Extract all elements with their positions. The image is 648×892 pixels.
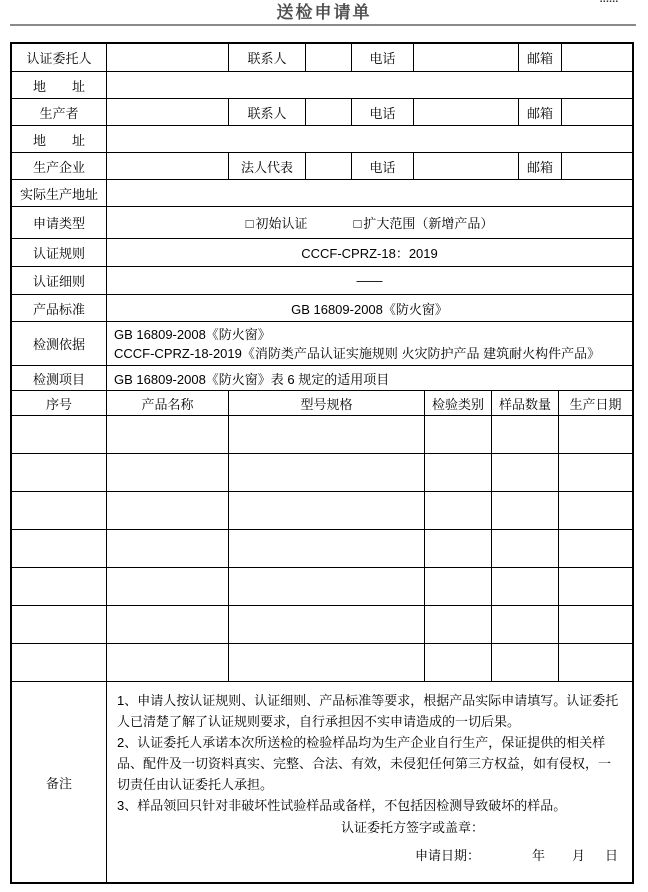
day-label: 日 — [605, 848, 619, 863]
remarks-label: 备注 — [12, 682, 107, 882]
row-product-standard — [12, 295, 632, 322]
row-cert-rule — [12, 239, 632, 267]
applicant-phone-field[interactable] — [414, 44, 519, 72]
product-empty-row — [12, 606, 632, 644]
serial-no-field[interactable] — [12, 530, 107, 568]
applicant-address-field[interactable] — [107, 72, 632, 99]
clipped-stamp-fragment: ▪▪▪▪▪▪ — [600, 0, 619, 4]
option-expand-scope — [354, 213, 494, 232]
producer-label: 生产者 — [12, 99, 107, 126]
serial-no-field[interactable] — [12, 606, 107, 644]
row-factory — [12, 153, 632, 180]
document-header — [0, 0, 648, 26]
product-name-field[interactable] — [107, 530, 229, 568]
producer-name-field[interactable] — [107, 99, 229, 126]
row-applicant-address — [12, 72, 632, 99]
header-model-spec: 型号规格 — [229, 391, 425, 416]
product-name-field[interactable] — [107, 454, 229, 492]
producer-contact-label: 联系人 — [229, 99, 306, 126]
checkbox-expand-scope[interactable]: □ — [353, 216, 362, 231]
producer-email-label: 邮箱 — [519, 99, 562, 126]
page-title: 送检申请单 — [276, 3, 372, 22]
row-test-basis — [12, 322, 632, 366]
test-category-field[interactable] — [425, 644, 492, 682]
model-spec-field[interactable] — [229, 530, 425, 568]
sample-qty-field[interactable] — [492, 454, 559, 492]
test-basis-value — [107, 322, 632, 366]
product-empty-row — [12, 454, 632, 492]
application-date-label: 申请日期： — [415, 848, 481, 863]
applicant-email-field[interactable] — [562, 44, 632, 72]
production-date-field[interactable] — [559, 644, 632, 682]
product-header-row — [12, 391, 632, 416]
year-label: 年 — [532, 848, 546, 863]
remarks-line-2: 2、认证委托人承诺本次所送检的检验样品均为生产企业自行生产，保证提供的相关样品、配件及一切资料真实、完整、合法、有效，未侵犯任何第三方权益，如有侵权，一切责任由认证委托人承担。 — [117, 735, 612, 792]
product-name-field[interactable] — [107, 492, 229, 530]
producer-phone-label: 电话 — [352, 99, 414, 126]
application-form-table — [10, 42, 634, 884]
product-name-field[interactable] — [107, 644, 229, 682]
product-name-field[interactable] — [107, 568, 229, 606]
sample-qty-field[interactable] — [492, 568, 559, 606]
signature-label: 认证委托方签字或盖章： — [341, 820, 485, 835]
product-name-field[interactable] — [107, 606, 229, 644]
application-type-options — [107, 207, 632, 239]
remarks-line-1: 1、申请人按认证规则、认证细则、产品标准等要求，根据产品实际申请填写。认证委托人已清楚了解了认证规则要求，自行承担因不实申请造成的一切后果。 — [117, 693, 619, 729]
production-date-field[interactable] — [559, 568, 632, 606]
cert-rule-label: 认证规则 — [12, 239, 107, 267]
serial-no-field[interactable] — [12, 644, 107, 682]
model-spec-field[interactable] — [229, 606, 425, 644]
row-factory-address — [12, 180, 632, 207]
cert-detail-label: 认证细则 — [12, 267, 107, 295]
row-cert-detail — [12, 267, 632, 295]
application-date-line — [415, 845, 618, 866]
model-spec-field[interactable] — [229, 416, 425, 454]
test-basis-line-2: CCCF-CPRZ-18-2019《消防类产品认证实施规则 火灾防护产品 建筑耐火构件产品》 — [114, 345, 601, 361]
test-category-field[interactable] — [425, 530, 492, 568]
cert-rule-value: CCCF-CPRZ-18：2019 — [107, 239, 632, 267]
row-application-type — [12, 207, 632, 239]
test-category-field[interactable] — [425, 606, 492, 644]
factory-label: 生产企业 — [12, 153, 107, 180]
factory-phone-field[interactable] — [414, 153, 519, 180]
applicant-label: 认证委托人 — [12, 44, 107, 72]
applicant-address-label: 地 址 — [12, 72, 107, 99]
producer-email-field[interactable] — [562, 99, 632, 126]
test-category-field[interactable] — [425, 492, 492, 530]
applicant-email-label: 邮箱 — [519, 44, 562, 72]
remarks-row — [12, 682, 632, 882]
factory-email-label: 邮箱 — [519, 153, 562, 180]
test-category-field[interactable] — [425, 568, 492, 606]
header-sample-qty: 样品数量 — [492, 391, 559, 416]
sample-qty-field[interactable] — [492, 530, 559, 568]
model-spec-field[interactable] — [229, 454, 425, 492]
title-divider — [10, 24, 636, 26]
model-spec-field[interactable] — [229, 568, 425, 606]
remarks-content — [107, 682, 632, 882]
product-standard-label: 产品标准 — [12, 295, 107, 322]
application-type-label: 申请类型 — [12, 207, 107, 239]
serial-no-field[interactable] — [12, 454, 107, 492]
option-initial-certification-label: 初始认证 — [255, 216, 308, 231]
serial-no-field[interactable] — [12, 416, 107, 454]
header-product-name: 产品名称 — [107, 391, 229, 416]
test-basis-line-1: GB 16809-2008《防火窗》 — [114, 326, 271, 342]
row-producer-address — [12, 126, 632, 153]
model-spec-field[interactable] — [229, 492, 425, 530]
sample-qty-field[interactable] — [492, 416, 559, 454]
header-serial-no: 序号 — [12, 391, 107, 416]
test-category-field[interactable] — [425, 416, 492, 454]
production-date-field[interactable] — [559, 530, 632, 568]
producer-address-field[interactable] — [107, 126, 632, 153]
applicant-contact-field[interactable] — [306, 44, 352, 72]
header-production-date: 生产日期 — [559, 391, 632, 416]
production-date-field[interactable] — [559, 454, 632, 492]
factory-address-field[interactable] — [107, 180, 632, 207]
applicant-name-field[interactable] — [107, 44, 229, 72]
product-name-field[interactable] — [107, 416, 229, 454]
row-applicant — [12, 44, 632, 72]
serial-no-field[interactable] — [12, 568, 107, 606]
factory-phone-label: 电话 — [352, 153, 414, 180]
producer-address-label: 地 址 — [12, 126, 107, 153]
product-empty-row — [12, 492, 632, 530]
factory-legal-rep-label: 法人代表 — [229, 153, 306, 180]
option-initial-certification — [246, 213, 308, 232]
remarks-line-3: 3、样品领回只针对非破坏性试验样品或备样，不包括因检测导致破坏的样品。 — [117, 798, 567, 813]
sample-qty-field[interactable] — [492, 644, 559, 682]
applicant-contact-label: 联系人 — [229, 44, 306, 72]
producer-phone-field[interactable] — [414, 99, 519, 126]
production-date-field[interactable] — [559, 416, 632, 454]
checkbox-initial-certification[interactable]: □ — [245, 216, 254, 231]
product-empty-row — [12, 644, 632, 682]
serial-no-field[interactable] — [12, 492, 107, 530]
row-test-items — [12, 366, 632, 391]
row-producer — [12, 99, 632, 126]
header-test-category: 检验类别 — [425, 391, 492, 416]
test-category-field[interactable] — [425, 454, 492, 492]
production-date-field[interactable] — [559, 492, 632, 530]
product-empty-row — [12, 416, 632, 454]
test-basis-label: 检测依据 — [12, 322, 107, 366]
test-items-label: 检测项目 — [12, 366, 107, 391]
product-standard-value: GB 16809-2008《防火窗》 — [107, 295, 632, 322]
model-spec-field[interactable] — [229, 644, 425, 682]
option-expand-scope-label: 扩大范围（新增产品） — [363, 216, 494, 231]
cert-detail-value: —— — [107, 267, 632, 295]
test-items-value: GB 16809-2008《防火窗》表 6 规定的适用项目 — [107, 366, 632, 391]
month-label: 月 — [572, 848, 586, 863]
sample-qty-field[interactable] — [492, 606, 559, 644]
production-date-field[interactable] — [559, 606, 632, 644]
applicant-phone-label: 电话 — [352, 44, 414, 72]
factory-legal-rep-field[interactable] — [306, 153, 352, 180]
factory-email-field[interactable] — [562, 153, 632, 180]
product-empty-row — [12, 568, 632, 606]
product-empty-row — [12, 530, 632, 568]
producer-contact-field[interactable] — [306, 99, 352, 126]
sample-qty-field[interactable] — [492, 492, 559, 530]
factory-name-field[interactable] — [107, 153, 229, 180]
factory-address-label: 实际生产地址 — [12, 180, 107, 207]
